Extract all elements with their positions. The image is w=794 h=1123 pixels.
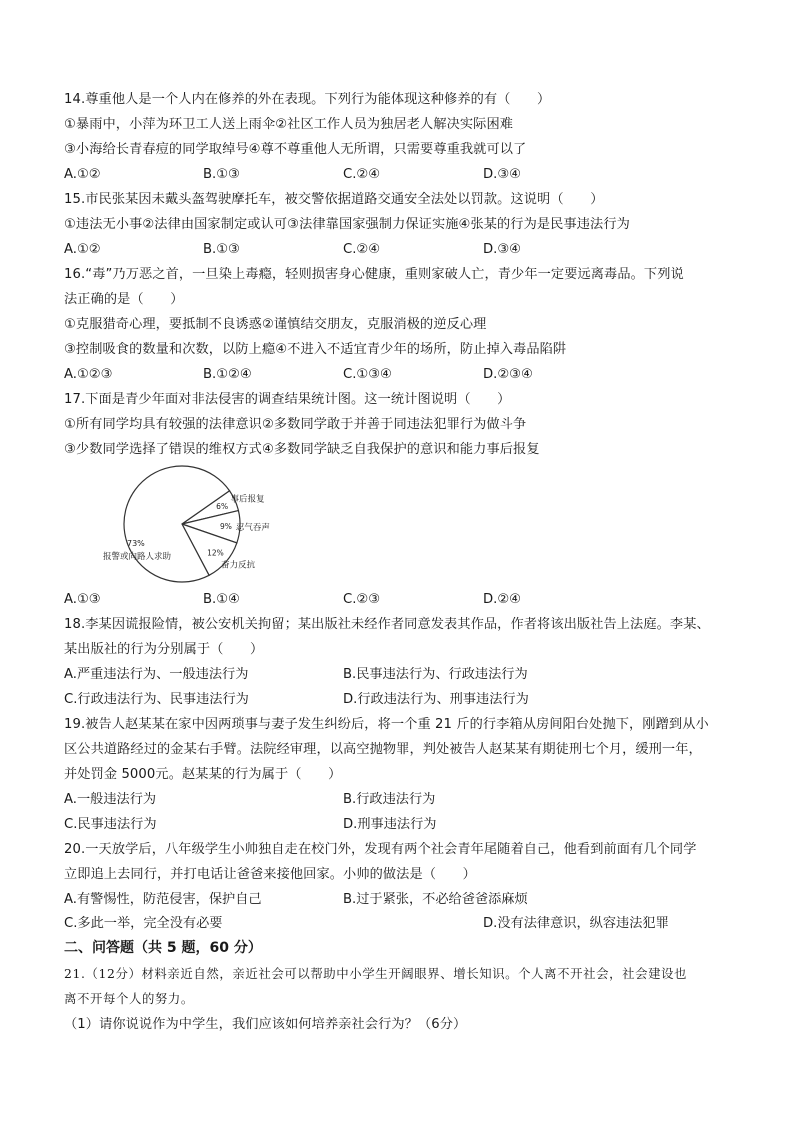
- q16-option-c: C.①③④: [343, 367, 392, 382]
- q16-option-d: D.②③④: [483, 367, 533, 382]
- pie-category-label: 奋力反抗: [221, 560, 256, 571]
- q15-option-a: A.①②: [64, 242, 101, 257]
- pie-value-label: 9%: [219, 522, 232, 532]
- pie-chart: [62, 464, 270, 584]
- q14-option-a: A.①②: [64, 167, 101, 182]
- q15-stem: 15.市民张某因未戴头盔驾驶摩托车，被交警依据道路交通安全法处以罚款。这说明（ ）: [64, 192, 604, 207]
- q17-option-b: B.①④: [203, 592, 240, 607]
- q16-option-b: B.①②④: [203, 367, 252, 382]
- q15-option-b: B.①③: [203, 242, 240, 257]
- q18-stem-line-2: 某出版社的行为分别属于（ ）: [64, 642, 264, 657]
- q16-option-a: A.①②③: [64, 367, 113, 382]
- q18-stem-line-1: 18.李某因谎报险情，被公安机关拘留；某出版社未经作者同意发表其作品，作者将该出版社告上法庭。李某、: [64, 617, 710, 632]
- q18-option-b: B.民事违法行为、行政违法行为: [343, 667, 528, 682]
- q16-stem-line-1: 16.“毒”乃万恶之首，一旦染上毒瘾，轻则损害身心健康，重则家破人亡，青少年一定要远离毒品。下列说: [64, 267, 684, 282]
- q17-option-d: D.②④: [483, 592, 521, 607]
- q20-option-c: C.多此一举，完全没有必要: [64, 916, 223, 931]
- q19-option-a: A.一般违法行为: [64, 792, 157, 807]
- pie-category-label: 忍气吞声: [235, 523, 270, 534]
- q18-option-d: D.行政违法行为、刑事违法行为: [343, 692, 529, 707]
- q20-stem-line-1: 20.一天放学后，八年级学生小帅独自走在校门外，发现有两个社会青年尾随着自己，他看到前面有几个同学: [64, 842, 697, 857]
- q19-option-b: B.行政违法行为: [343, 792, 436, 807]
- q15-option-c: C.②④: [343, 242, 381, 257]
- q19-stem-line-2: 区公共道路经过的金某右手臂。法院经审理，以高空抛物罪，判处被告人赵某某有期徒刑七个月，缓刑一年，: [64, 742, 702, 757]
- q17-statement-1: ①所有同学均具有较强的法律意识②多数同学敢于并善于同违法犯罪行为做斗争: [64, 417, 527, 432]
- q15-option-d: D.③④: [483, 242, 521, 257]
- q14-statement-2: ③小海给长青春痘的同学取绰号④尊不尊重他人无所谓，只需要尊重我就可以了: [64, 142, 527, 157]
- q16-statement-1: ①克服猎奇心理，要抵制不良诱惑②谨慎结交朋友，克服消极的逆反心理: [64, 317, 487, 332]
- q14-option-b: B.①③: [203, 167, 240, 182]
- q14-option-d: D.③④: [483, 167, 521, 182]
- q20-stem-line-2: 立即追上去同行，并打电话让爸爸来接他回家。小帅的做法是（ ）: [64, 867, 476, 882]
- pie-value-label: 73%: [127, 539, 145, 548]
- q17-stem: 17.下面是青少年面对非法侵害的调查结果统计图。这一统计图说明（ ）: [64, 392, 511, 407]
- pie-category-label: 事后报复: [230, 494, 265, 505]
- q20-option-a: A.有警惕性，防范侵害，保护自己: [64, 892, 262, 907]
- q17-option-a: A.①③: [64, 592, 101, 607]
- section-title: 二、问答题（共 5 题，60 分）: [64, 940, 262, 956]
- q18-option-a: A.严重违法行为、一般违法行为: [64, 667, 249, 682]
- q17-option-c: C.②③: [343, 592, 381, 607]
- q15-statement-1: ①违法无小事②法律由国家制定或认可③法律靠国家强制力保证实施④张某的行为是民事违法行为: [64, 217, 630, 232]
- q21-subquestion-1: （1）请你说说作为中学生，我们应该如何培养亲社会行为？（6分）: [64, 1017, 467, 1032]
- q14-statement-1: ①暴雨中，小萍为环卫工人送上雨伞②社区工作人员为独居老人解决实际困难: [64, 117, 514, 132]
- pie-value-label: 6%: [216, 501, 229, 511]
- q20-option-b: B.过于紧张，不必给爸爸添麻烦: [343, 892, 528, 907]
- q19-stem-line-3: 并处罚金 5000元。赵某某的行为属于（ ）: [64, 767, 342, 782]
- q20-option-d: D.没有法律意识，纵容违法犯罪: [483, 916, 669, 931]
- q14-option-c: C.②④: [343, 167, 381, 182]
- pie-value-label: 12%: [207, 548, 224, 558]
- q19-option-d: D.刑事违法行为: [343, 817, 437, 832]
- q21-stem-line-2: 离不开每个人的努力。: [64, 991, 194, 1006]
- q19-option-c: C.民事违法行为: [64, 817, 157, 832]
- q21-stem-line-1: 21.（12分）材料亲近自然，亲近社会可以帮助中小学生开阔眼界、增长知识。个人离不开社会，社会建设也: [64, 966, 688, 981]
- q18-option-c: C.行政违法行为、民事违法行为: [64, 692, 249, 707]
- q17-statement-2: ③少数同学选择了错误的维权方式④多数同学缺乏自我保护的意识和能力事后报复: [64, 442, 540, 457]
- q16-statement-2: ③控制吸食的数量和次数，以防上瘾④不进入不适宜青少年的场所，防止掉入毒品陷阱: [64, 342, 567, 357]
- pie-category-label: 报警或向路人求助: [102, 552, 172, 562]
- q14-stem: 14.尊重他人是一个人内在修养的外在表现。下列行为能体现这种修养的有（ ）: [64, 92, 551, 107]
- q16-stem-line-2: 法正确的是（ ）: [64, 292, 184, 307]
- q19-stem-line-1: 19.被告人赵某某在家中因两琐事与妻子发生纠纷后，将一个重 21 斤的行李箱从房间阳台处抛下，刚蹭到从小: [64, 717, 709, 732]
